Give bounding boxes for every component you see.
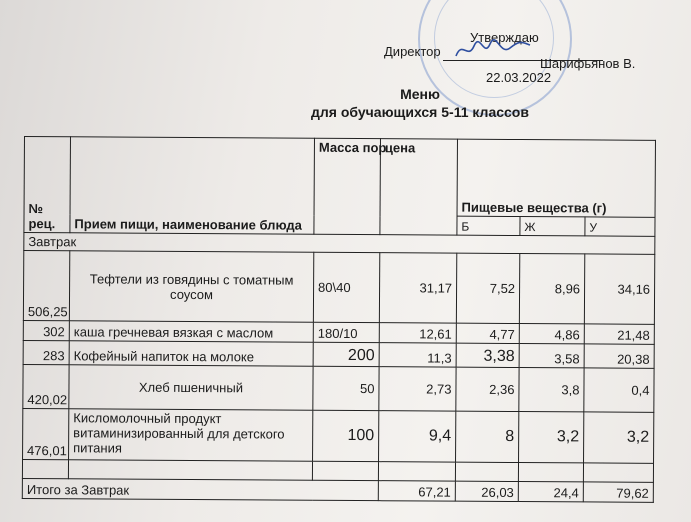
header-rec-no: № рец. [24,137,71,233]
fat: 4,86 [519,324,584,344]
dish-mass: 80\40 [313,252,379,322]
header-zh: Ж [520,217,585,236]
header-dish: Прием пищи, наименование блюда [70,137,315,234]
approval-date: 22.03.2022 [486,70,552,85]
total-carbs: 79,62 [583,482,653,502]
table-row [23,364,654,412]
dish-name: Кисломолочный продукт витаминизированный для детского питания [69,409,313,461]
carbs: 21,48 [584,324,654,344]
rec-no: 506,25 [23,251,69,321]
header-b: Б [457,216,520,235]
protein: 7,52 [456,253,519,323]
table-row [23,408,654,463]
dish-price: 11,3 [379,343,456,367]
director-label: Директор [384,44,441,59]
dish-name: каша гречневая вязкая с маслом [69,321,313,342]
rec-no: 476,01 [23,408,69,459]
rec-no: 283 [23,340,69,364]
carbs: 0,4 [584,368,654,412]
signature-mark [452,36,532,62]
protein: 4,77 [456,323,519,343]
dish-mass: 50 [313,366,379,410]
header-nutrients: Пищевые вещества (г) [457,139,655,217]
fat: 3,2 [519,412,584,463]
rec-no: 420,02 [23,364,69,408]
dish-mass: 200 [313,342,379,366]
total-price: 67,21 [378,481,455,501]
protein: 8 [456,411,519,462]
dish-mass: 100 [313,410,379,461]
dish-price: 12,61 [379,323,456,343]
dish-price: 2,73 [379,367,456,411]
header-price: цена [380,139,458,235]
fat: 3,8 [519,368,584,412]
section-breakfast: Завтрак [24,233,655,255]
dish-name: Кофейный напиток на молоке [69,341,313,366]
fat: 3,58 [519,344,584,368]
dish-price: 9,4 [379,411,456,462]
total-label: Итого за Завтрак [22,478,378,500]
total-protein: 26,03 [455,481,518,501]
carbs: 3,2 [584,412,654,463]
carbs: 20,38 [584,344,654,368]
dish-price: 31,17 [379,253,456,323]
rec-no: 302 [23,320,69,340]
header-u: У [585,217,655,236]
table-row [23,251,654,325]
header-mass: Масса пор [314,138,381,234]
carbs: 34,16 [584,254,654,324]
menu-subtitle: для обучающихся 5-11 классов [311,104,529,120]
total-row [22,478,653,502]
header-row [24,137,655,218]
signer-name: Шарифьянов В. [540,56,636,71]
dish-name: Хлеб пшеничный [69,365,313,410]
fat: 8,96 [519,254,584,324]
dish-mass: 180/10 [313,322,379,342]
protein: 2,36 [456,367,519,411]
protein: 3,38 [456,343,519,367]
approve-word: Утверждаю [470,30,539,45]
menu-table [22,136,656,503]
total-fat: 24,4 [518,482,583,502]
menu-title: Меню [400,86,440,102]
dish-name: Тефтели из говядины с томатным соусом [69,251,313,322]
